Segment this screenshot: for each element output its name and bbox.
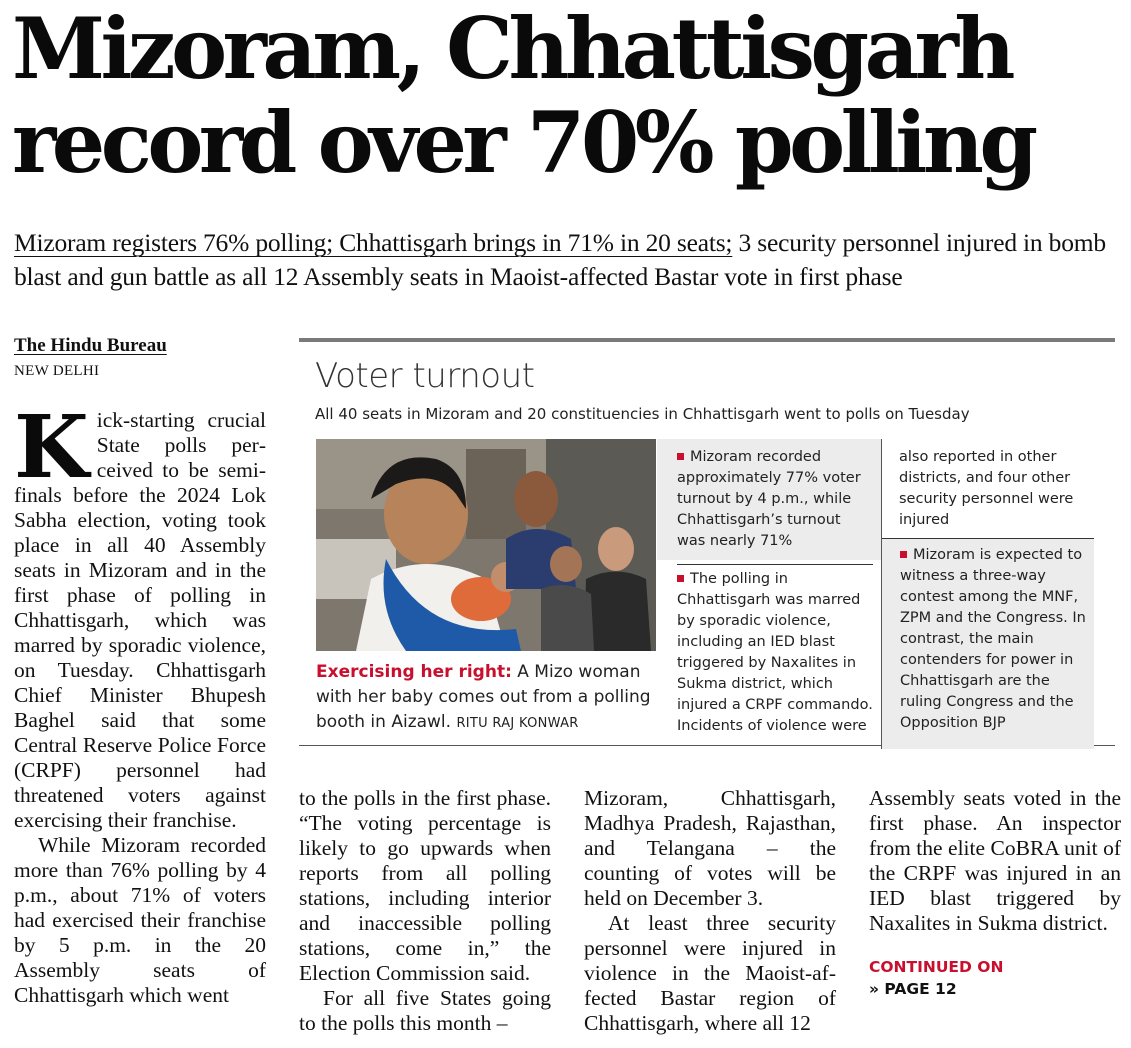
deck-rest: 3 security personnel injured in bomb blast and gun battle as all 12 Assembly seats in Maoist-affected Bastar vote in first phase: [14, 228, 1106, 291]
fact-text: The polling in Chhattisgarh was marred by sporadic violence, including an IED blast triggered by Naxalites in Sukma district, which injured a CRPF commando. Incidents of violence were: [677, 571, 873, 734]
story-paragraph: Mizoram, Chhattisgarh, Madhya Pradesh, Rajasthan, and Telangana – the counting of votes will be held on December 3.: [584, 786, 836, 910]
dateline: NEW DELHI: [14, 363, 100, 379]
box-subtitle: All 40 seats in Mizoram and 20 constituencies in Chhattisgarh went to polls on Tuesday: [315, 405, 970, 423]
deck-underlined: Mizoram registers 76% polling; Chhattisgarh brings in 71% in 20 seats;: [14, 228, 733, 257]
byline: [14, 335, 167, 380]
story-paragraph: ick-starting crucial State polls perceived to be semi-finals before the 2024 Lok Sabha election, voting took place in all 40 Assembly seats in Mizoram and in the first phase of polling in Chhattisgarh, which was marred by sporadic violence, on Tuesday. Chhattisgarh Chief Minister Bhupesh Baghel said that some Central Reserve Police Force (CRPF) personnel had threatened voters against exercising their franchise.: [14, 408, 266, 832]
story-paragraph: While Mizoram recorded more than 76% polling by 4 p.m., about 71% of voters had exercised their franchise by 5 p.m. in the 20 Assembly seats of Chhattisgarh which went: [14, 833, 266, 1007]
story-column-3: [584, 786, 836, 1036]
red-square-bullet-icon: [677, 453, 684, 460]
red-square-bullet-icon: [900, 551, 907, 558]
headline-line1: Mizoram, Chhattisgarh: [12, 0, 1011, 98]
caption-lead: Exercising her right:: [316, 662, 512, 682]
story-column-2: [299, 786, 551, 1036]
story-paragraph: At least three security personnel were injured in violence in the Maoist-affected Bastar region of Chhattisgarh, where all 12: [584, 911, 836, 1035]
fact-bullet-2-continued: also reported in other districts, and four other security personnel were injured: [899, 449, 1074, 528]
photo-illustration: [316, 439, 656, 651]
story-paragraph: For all five States going to the polls this month –: [299, 986, 551, 1035]
red-square-bullet-icon: [677, 575, 684, 582]
voter-turnout-box: [299, 338, 1115, 746]
photo-caption: [316, 660, 661, 736]
story-column-4: [869, 786, 1121, 1000]
story-paragraph: to the polls in the first phase. “The voting percentage is likely to go upwards when reports from all polling stations, including interior and inaccessible polling stations, come in,” the Election Commission said.: [299, 786, 551, 985]
deck: [14, 226, 1119, 294]
drop-cap: K: [14, 397, 89, 498]
headline: [12, 2, 1122, 190]
fact-text: Mizoram is expected to witness a three-way contest among the MNF, ZPM and the Congress. In contrast, the main contenders for power in Chhattisgarh are the ruling Congress and the Opposition BJP: [900, 547, 1086, 731]
news-photo: [316, 439, 656, 651]
story-paragraph: Assembly seats voted in the first phase. An inspector from the elite CoBRA unit of the CRPF was injured in an IED blast triggered by Naxalites in Sukma district.: [869, 786, 1121, 935]
fact-text: Mizoram recorded approximately 77% voter turnout by 4 p.m., while Chhattisgarh’s turnout was nearly 71%: [677, 449, 861, 549]
photo-credit: RITU RAJ KONWAR: [456, 716, 579, 731]
story-column-1: [14, 397, 266, 1008]
fact-bullet-2: [677, 564, 873, 737]
fact-bullet-3: [882, 538, 1094, 749]
byline-name: The Hindu Bureau: [14, 335, 167, 356]
box-title: Voter turnout: [315, 356, 535, 396]
continued-on[interactable]: [869, 956, 1121, 1000]
fact-bullet-1: [657, 439, 881, 560]
headline-line2: record over 70% polling: [12, 93, 1034, 192]
continued-label: CONTINUED ON: [869, 958, 1004, 976]
page-reference: » PAGE 12: [869, 980, 957, 998]
caption-text: A Mizo woman with her baby comes out from a polling booth in Aizawl.: [316, 662, 651, 732]
